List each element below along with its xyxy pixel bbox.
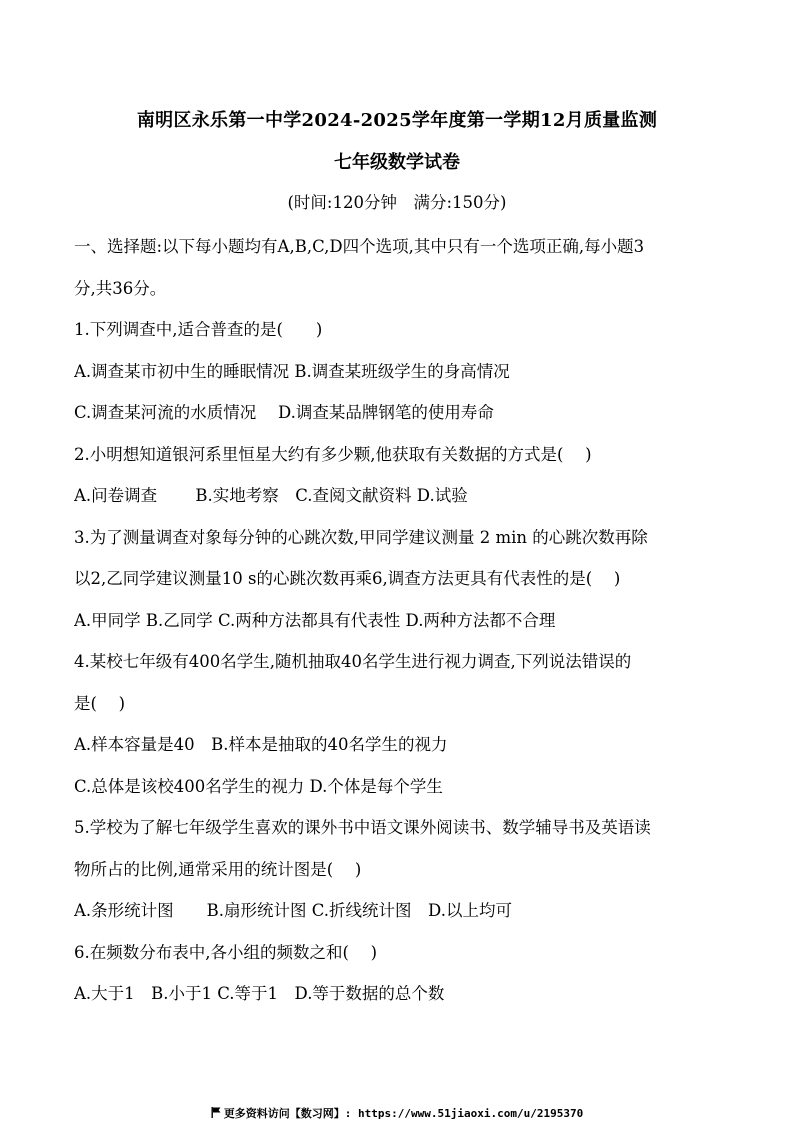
- question-5-stem-2: 物所占的比例,通常采用的统计图是( ): [74, 859, 362, 879]
- footer-link[interactable]: [0, 1105, 794, 1121]
- question-6-stem: 6.在频数分布表中,各小组的频数之和( ): [74, 942, 378, 962]
- section-intro-line-1: 一、选择题:以下每小题均有A,B,C,D四个选项,其中只有一个选项正确,每小题3: [74, 237, 645, 256]
- footer-text[interactable]: 更多资料访问【数习网】: https://www.51jiaoxi.com/u/2195370: [223, 1107, 584, 1120]
- question-1-options-2: C.调查某河流的水质情况 D.调查某品牌钢笔的使用寿命: [74, 403, 494, 422]
- question-3-options-1: A.甲同学 B.乙同学 C.两种方法都具有代表性 D.两种方法都不合理: [74, 610, 556, 630]
- question-5-options-1: A.条形统计图 B.扇形统计图 C.折线统计图 D.以上均可: [74, 901, 512, 920]
- question-4-options-2: C.总体是该校400名学生的视力 D.个体是每个学生: [74, 776, 443, 796]
- exam-title: 南明区永乐第一中学2024-2025学年度第一学期12月质量监测: [136, 110, 658, 131]
- question-3-stem-1: 3.为了测量调查对象每分钟的心跳次数,甲同学建议测量 2 min 的心跳次数再除: [74, 527, 648, 547]
- section-intro-line-2: 分,共36分。: [74, 278, 167, 298]
- question-2-options-1: A.问卷调查 B.实地考察 C.查阅文献资料 D.试验: [74, 486, 468, 505]
- exam-content: [74, 226, 724, 1015]
- question-4-stem-2: 是( ): [74, 693, 126, 713]
- question-1-stem: 1.下列调查中,适合普查的是( ): [74, 320, 323, 339]
- exam-time-info: (时间:120分钟 满分:150分): [287, 193, 507, 212]
- question-4-stem-1: 4.某校七年级有400名学生,随机抽取40名学生进行视力调查,下列说法错误的: [74, 652, 632, 671]
- question-1-options-1: A.调查某市初中生的睡眠情况 B.调查某班级学生的身高情况: [74, 361, 510, 381]
- flag-icon: [211, 1107, 221, 1121]
- question-4-options-1: A.样本容量是40 B.样本是抽取的40名学生的视力: [74, 735, 448, 754]
- question-6-options-1: A.大于1 B.小于1 C.等于1 D.等于数据的总个数: [74, 984, 445, 1003]
- question-5-stem-1: 5.学校为了解七年级学生喜欢的课外书中语文课外阅读书、数学辅导书及英语读: [74, 818, 651, 837]
- question-2-stem: 2.小明想知道银河系里恒星大约有多少颗,他获取有关数据的方式是( ): [74, 444, 592, 464]
- exam-subtitle: 七年级数学试卷: [334, 152, 460, 173]
- question-3-stem-2: 以2,乙同学建议测量10 s的心跳次数再乘6,调查方法更具有代表性的是( ): [74, 569, 621, 588]
